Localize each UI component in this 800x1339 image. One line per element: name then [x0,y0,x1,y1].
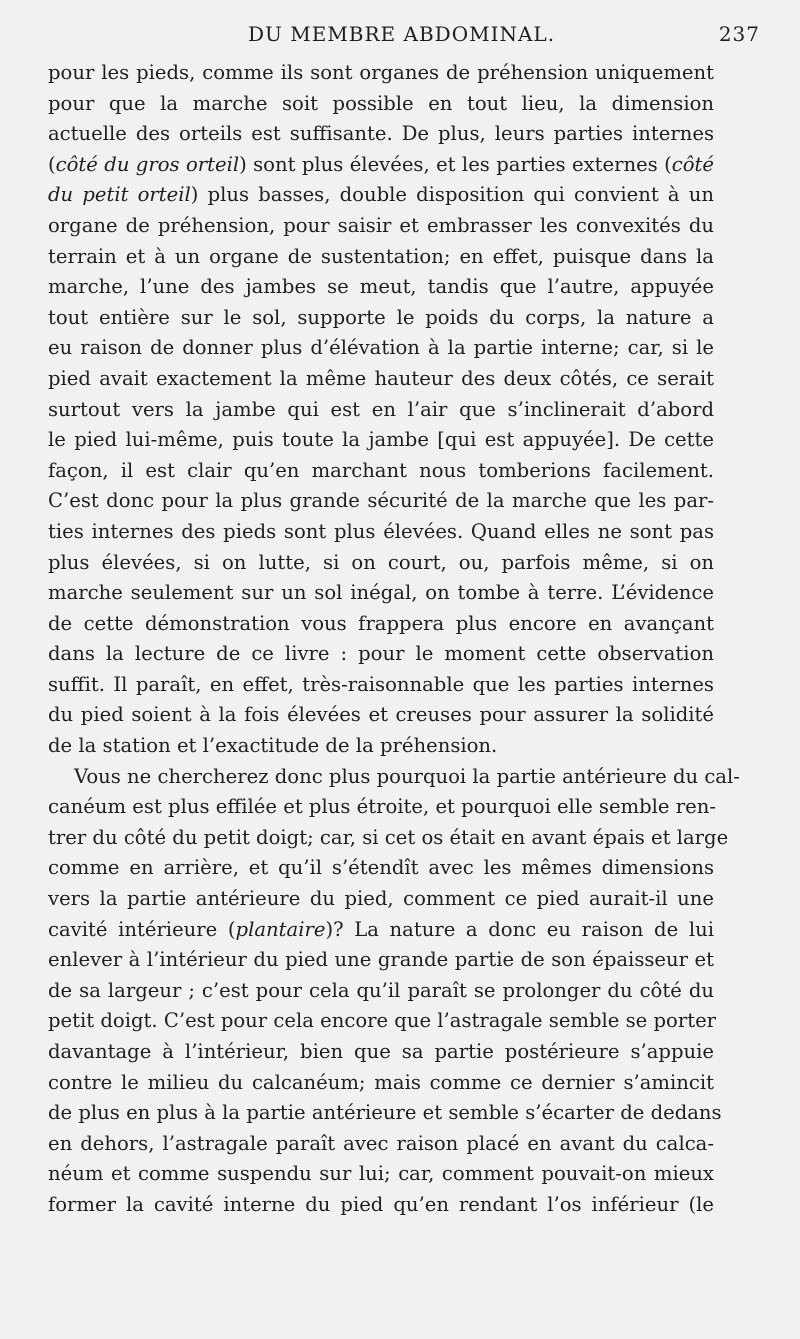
text-line: néum et comme suspendu sur lui; car, comment pouvait-on mieux [48,1162,714,1186]
text-line: tout entière sur le sol, supporte le poids du corps, la nature a [48,305,714,329]
text-line: marche, l’une des jambes se meut, tandis que l’autre, appuyée [48,275,714,299]
text-line: dans la lecture de ce livre : pour le moment cette observation [48,642,714,666]
text-line: pied avait exactement la même hauteur des deux côtés, ce serait [48,366,714,390]
text-line: surtout vers la jambe qui est en l’air que s’inclinerait d’abord [48,397,714,421]
text-line: trer du côté du petit doigt; car, si cet os était en avant épais et large [48,825,729,849]
text-line: ties internes des pieds sont plus élevées. Quand elles ne sont pas [48,519,714,543]
text-line: en dehors, l’astragale paraît avec raison placé en avant du calca- [48,1131,714,1155]
text-line: suffit. Il paraît, en effet, très-raisonnable que les parties internes [48,672,714,696]
text-line: comme en arrière, et qu’il s’étendît avec les mêmes dimensions [48,856,714,880]
paragraph-1 [48,58,714,762]
text-line: de cette démonstration vous frappera plus encore en avançant [48,611,714,635]
text-line: du pied soient à la fois élevées et creuses pour assurer la solidité [48,703,714,727]
text-line: cavité intérieure (plantaire)? La nature a donc eu raison de lui [48,917,714,941]
text-line: enlever à l’intérieur du pied une grande partie de son épaisseur et [48,948,714,972]
body-text [48,58,740,1221]
text-line: C’est donc pour la plus grande sécurité de la marche que les par- [48,489,714,513]
text-line: façon, il est clair qu’en marchant nous tomberions facilement. [48,458,714,482]
running-head: DU MEMBRE ABDOMINAL. [248,22,556,46]
text-line: le pied lui-même, puis toute la jambe [qui est appuyée]. De cette [48,428,714,452]
text-line: former la cavité interne du pied qu’en rendant l’os inférieur (le [48,1192,714,1216]
text-line: pour les pieds, comme ils sont organes de préhension uniquement [48,61,714,84]
text-line: davantage à l’intérieur, bien que sa partie postérieure s’appuie [48,1040,714,1063]
text-line: petit doigt. C’est pour cela encore que l’astragale semble se porter [48,1009,717,1033]
text-line: terrain et à un organe de sustentation; en effet, puisque dans la [48,244,714,268]
text-line: organe de préhension, pour saisir et embrasser les convexités du [48,213,714,237]
text-line: contre le milieu du calcanéum; mais comme ce dernier s’amincit [48,1070,714,1094]
text-line: actuelle des orteils est suffisante. De plus, leurs parties internes [48,122,714,146]
text-line: de la station et l’exactitude de la préhension. [48,734,498,758]
text-line: canéum est plus effilée et plus étroite, et pourquoi elle semble ren- [48,795,716,819]
text-line: eu raison de donner plus d’élévation à la partie interne; car, si le [48,336,714,360]
text-line: de plus en plus à la partie antérieure et semble s’écarter de dedans [48,1101,722,1125]
text-line: marche seulement sur un sol inégal, on tombe à terre. L’évidence [48,581,714,605]
page-number: 237 [718,22,760,46]
text-line: vers la partie antérieure du pied, comment ce pied aurait-il une [48,887,714,911]
text-line: du petit orteil) plus basses, double disposition qui convient à un [48,183,714,207]
text-line: de sa largeur ; c’est pour cela qu’il paraît se prolonger du côté du [48,978,714,1002]
text-line: Vous ne chercherez donc plus pourquoi la partie antérieure du cal- [74,764,740,788]
text-line: (côté du gros orteil) sont plus élevées, et les parties externes (côté [48,152,714,176]
page-header [48,22,760,52]
paragraph-2 [48,762,740,1221]
text-line: pour que la marche soit possible en tout lieu, la dimension [48,91,714,115]
text-line: plus élevées, si on lutte, si on court, ou, parfois même, si on [48,550,714,574]
